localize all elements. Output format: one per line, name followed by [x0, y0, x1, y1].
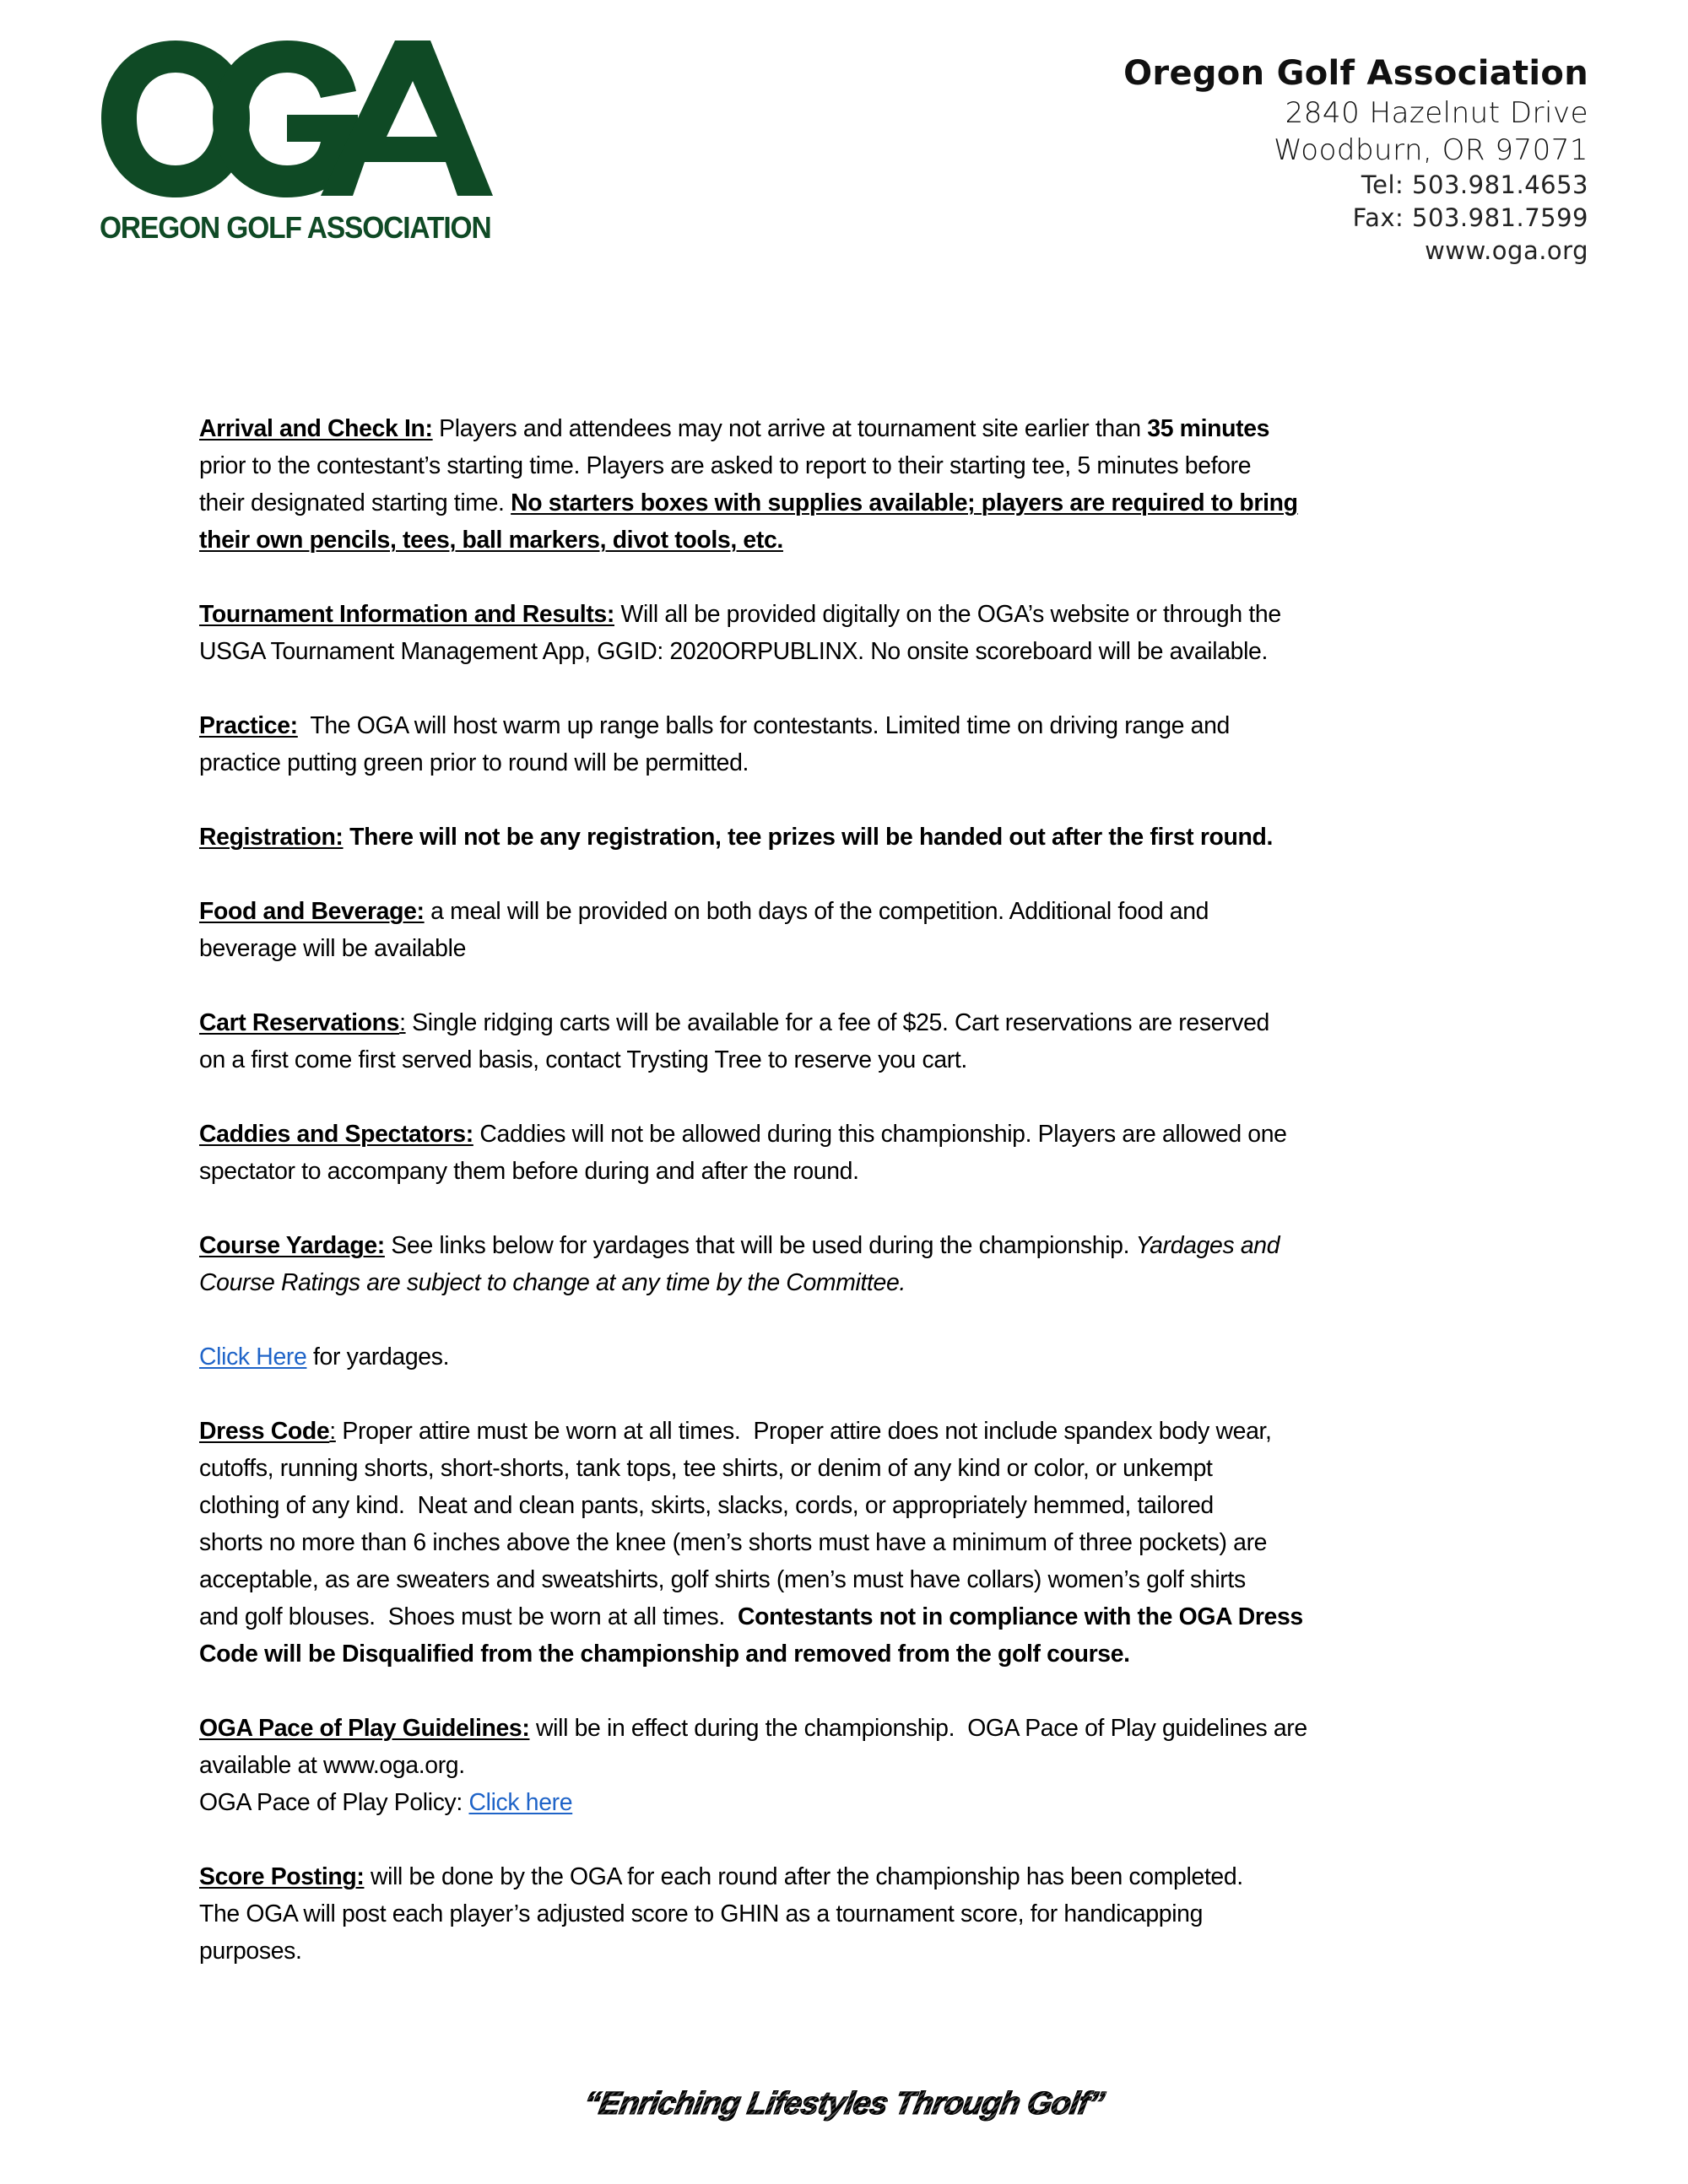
emphasis-text: There will not be any registration, tee prizes will be handed out after the first round.	[343, 824, 1274, 851]
section-heading: Tournament Information and Results:	[199, 601, 614, 628]
section-text: The OGA will host warm up range balls for contestants. Limited time on driving range and	[297, 712, 1230, 739]
section-text: acceptable, as are sweaters and sweatshirts, golf shirts (men’s must have collars) women’s golf shirts	[199, 1566, 1246, 1593]
section-text: will be in effect during the championship. OGA Pace of Play guidelines are	[529, 1715, 1307, 1742]
section-registration	[199, 819, 1499, 856]
section-food	[199, 893, 1499, 967]
section-heading: Cart Reservations	[199, 1009, 400, 1036]
section-heading: Arrival and Check In:	[199, 415, 433, 442]
emphasis-text: No starters boxes with supplies available; players are required to bring	[511, 489, 1298, 516]
section-heading: OGA Pace of Play Guidelines:	[199, 1715, 530, 1742]
website: www.oga.org	[1425, 236, 1588, 265]
section-text: clothing of any kind. Neat and clean pants, skirts, slacks, cords, or appropriately hemmed, tailored	[199, 1492, 1214, 1519]
emphasis-text: their own pencils, tees, ball markers, divot tools, etc.	[199, 527, 783, 554]
section-dress-code	[199, 1413, 1499, 1673]
section-text: will be done by the OGA for each round after the championship has been completed.	[364, 1863, 1243, 1890]
section-text: spectator to accompany them before during and after the round.	[199, 1158, 859, 1185]
address-line-2: Woodburn, OR 97071	[1274, 133, 1588, 167]
section-text: See links below for yardages that will be used during the championship.	[384, 1232, 1136, 1259]
section-text: Will all be provided digitally on the OGA’s website or through the	[614, 601, 1281, 628]
section-text: prior to the contestant’s starting time. Players are asked to report to their starting tee, 5 minutes before	[199, 452, 1252, 479]
org-name: Oregon Golf Association	[1123, 54, 1588, 93]
yardages-link[interactable]: Click Here	[199, 1343, 307, 1370]
section-text: Proper attire must be worn at all times. Proper attire does not include spandex body wear,	[335, 1418, 1272, 1445]
emphasis-text: Code will be Disqualified from the championship and removed from the golf course.	[199, 1641, 1130, 1668]
section-text: OGA Pace of Play Policy:	[199, 1789, 469, 1816]
section-text: and golf blouses. Shoes must be worn at all times.	[199, 1603, 738, 1630]
section-heading: Course Yardage:	[199, 1232, 385, 1259]
section-arrival	[199, 410, 1499, 559]
section-carts	[199, 1004, 1499, 1078]
section-text: purposes.	[199, 1938, 302, 1965]
section-heading: Practice:	[199, 712, 298, 739]
section-text: Caddies will not be allowed during this championship. Players are allowed one	[473, 1121, 1287, 1148]
section-yardage	[199, 1227, 1499, 1301]
footer-tagline: “Enriching Lifestyles Through Golf”	[581, 2086, 1107, 2122]
section-text: their designated starting time.	[199, 489, 511, 516]
section-heading: Score Posting:	[199, 1863, 365, 1890]
footer	[0, 2086, 1688, 2122]
pace-of-play-policy-link[interactable]: Click here	[468, 1789, 573, 1816]
section-heading: Registration:	[199, 824, 344, 851]
section-practice	[199, 707, 1499, 781]
emphasis-text: Contestants not in compliance with the OGA Dress	[737, 1603, 1303, 1630]
section-text: a meal will be provided on both days of the competition. Additional food and	[424, 898, 1209, 925]
section-text: for yardages.	[306, 1343, 450, 1370]
section-text: cutoffs, running shorts, short-shorts, tank tops, tee shirts, or denim of any kind or color, or unkempt	[199, 1455, 1213, 1482]
section-text: Single ridging carts will be available for a fee of $25. Cart reservations are reserved	[405, 1009, 1269, 1036]
italic-note: Course Ratings are subject to change at any time by the Committee.	[199, 1269, 906, 1296]
section-heading: Caddies and Spectators:	[199, 1121, 473, 1148]
section-tournament-info	[199, 596, 1499, 670]
section-yardage-link	[199, 1338, 1499, 1376]
logo-subtitle: OREGON GOLF ASSOCIATION	[100, 210, 491, 245]
contact-block	[1123, 52, 1588, 268]
section-text: practice putting green prior to round will be permitted.	[199, 749, 749, 776]
address-line-1: 2840 Hazelnut Drive	[1285, 96, 1588, 130]
italic-note: Yardages and	[1135, 1232, 1280, 1259]
section-text: available at www.oga.org.	[199, 1752, 465, 1779]
oga-logo	[100, 37, 500, 244]
section-text: shorts no more than 6 inches above the knee (men’s shorts must have a minimum of three pockets) are	[199, 1529, 1268, 1556]
fax-number: Fax: 503.981.7599	[1352, 203, 1588, 232]
section-pace-of-play	[199, 1710, 1499, 1821]
oga-logo-mark-icon	[100, 37, 500, 206]
document-body	[199, 410, 1499, 1970]
section-heading: Food and Beverage:	[199, 898, 425, 925]
section-text: Players and attendees may not arrive at tournament site earlier than	[432, 415, 1148, 442]
emphasis-text: 35 minutes	[1147, 415, 1270, 442]
section-caddies	[199, 1116, 1499, 1190]
section-score-posting	[199, 1858, 1499, 1970]
heading-colon: :	[399, 1009, 406, 1036]
section-text: beverage will be available	[199, 935, 467, 962]
section-text: The OGA will post each player’s adjusted score to GHIN as a tournament score, for handicapping	[199, 1900, 1204, 1927]
section-text: on a first come first served basis, contact Trysting Tree to reserve you cart.	[199, 1046, 967, 1073]
phone-number: Tel: 503.981.4653	[1361, 170, 1588, 199]
heading-colon: :	[329, 1418, 336, 1445]
section-text: USGA Tournament Management App, GGID: 2020ORPUBLINX. No onsite scoreboard will be available.	[199, 638, 1269, 665]
section-heading: Dress Code	[199, 1418, 330, 1445]
